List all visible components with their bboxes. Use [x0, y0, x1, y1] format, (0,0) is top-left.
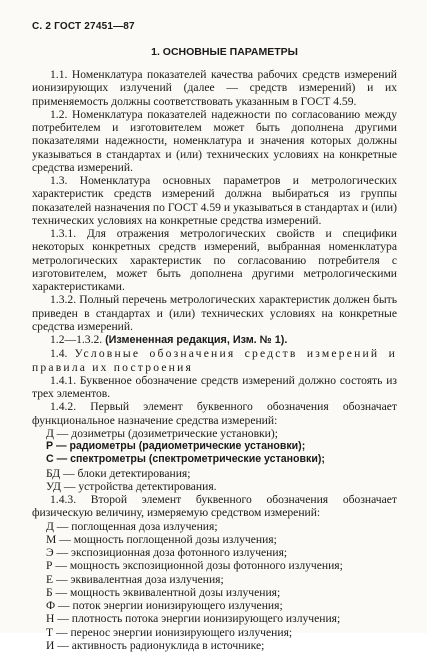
paragraph-1-3-1: 1.3.1. Для отражения метрологических свойств и специфики некоторых конкретных средств измерений, выбранная номенклатура метрологических характеристик по согласованию потребителя с изготовителем, может быть дополнена другими метрологическими характеристиками.	[32, 227, 397, 293]
page-header: С. 2 ГОСТ 27451—87	[32, 21, 135, 32]
paragraph-1-4-1: 1.4.1. Буквенное обозначение средств измерений должно состоять из трех элементов.	[32, 374, 397, 401]
paragraph-1-2: 1.2. Номенклатура показателей надежности по согласованию между потребителем и изготовителем может быть дополнена другими показателями надежности, номенклатура и значения которых должны указываться в стандартах и (или) технических условиях на конкретные средства измерений.	[32, 108, 397, 174]
list-item: Д — поглощенная доза излучения;	[32, 520, 397, 533]
list-item: Б — мощность эквивалентной дозы излучения;	[32, 586, 397, 599]
paragraph-1-3: 1.3. Номенклатура основных параметров и метрологических характеристик средств измерений должна выбираться из группы показателей назначения по ГОСТ 4.59 и указываться в стандартах и (или) технических условиях на конкретные средства измерений.	[32, 174, 397, 227]
paragraph-1-4-3: 1.4.3. Второй элемент буквенного обозначения обозначает физическую величину, измеряемую средством измерений:	[32, 493, 397, 520]
paragraph-1-4-2: 1.4.2. Первый элемент буквенного обозначения обозначает функциональное назначение средства измерений:	[32, 400, 397, 427]
list-item: Е — эквивалентная доза излучения;	[32, 573, 397, 586]
section-title: 1. ОСНОВНЫЕ ПАРАМЕТРЫ	[32, 46, 397, 58]
list-item: БД — блоки детектирования;	[32, 467, 397, 480]
list-item: Р — радиометры (радиометрические установки);	[32, 440, 397, 453]
list-item: Ф — поток энергии ионизирующего излучения;	[32, 599, 397, 612]
paragraph-1-4-prefix: 1.4.	[50, 347, 67, 360]
list-item: М — мощность поглощенной дозы излучения;	[32, 533, 397, 546]
second-element-list	[32, 520, 397, 652]
list-item: Д — дозиметры (дозиметрические установки);	[32, 427, 397, 440]
paragraph-1-1: 1.1. Номенклатура показателей качества рабочих средств измерений ионизирующих излучений (далее — средств измерений) и их применяемость должны соответствовать указанным в ГОСТ 4.59.	[32, 68, 397, 108]
amendment-note	[32, 333, 397, 347]
list-item: Э — экспозиционная доза фотонного излучения;	[32, 546, 397, 559]
list-item: Р — мощность экспозиционной дозы фотонного излучения;	[32, 559, 397, 572]
list-item: С — спектрометры (спектрометрические установки);	[32, 453, 397, 466]
list-item: Н — плотность потока энергии ионизирующего излучения;	[32, 612, 397, 625]
amendment-prefix: 1.2—1.3.2.	[50, 333, 102, 346]
paragraph-1-4-title: Условные обозначения средств измерений и правила их построения	[32, 347, 397, 373]
list-item: Т — перенос энергии ионизирующего излучения;	[32, 626, 397, 639]
amendment-bold: (Измененная редакция, Изм. № 1).	[105, 334, 287, 346]
first-element-list	[32, 427, 397, 493]
paragraph-1-3-2: 1.3.2. Полный перечень метрологических характеристик должен быть приведен в стандартах и (или) технических условиях на конкретные средства измерений.	[32, 293, 397, 333]
list-item: УД — устройства детектирования.	[32, 480, 397, 493]
list-item: И — активность радионуклида в источнике;	[32, 639, 397, 652]
document-body	[32, 68, 397, 652]
paragraph-1-4	[32, 347, 397, 374]
